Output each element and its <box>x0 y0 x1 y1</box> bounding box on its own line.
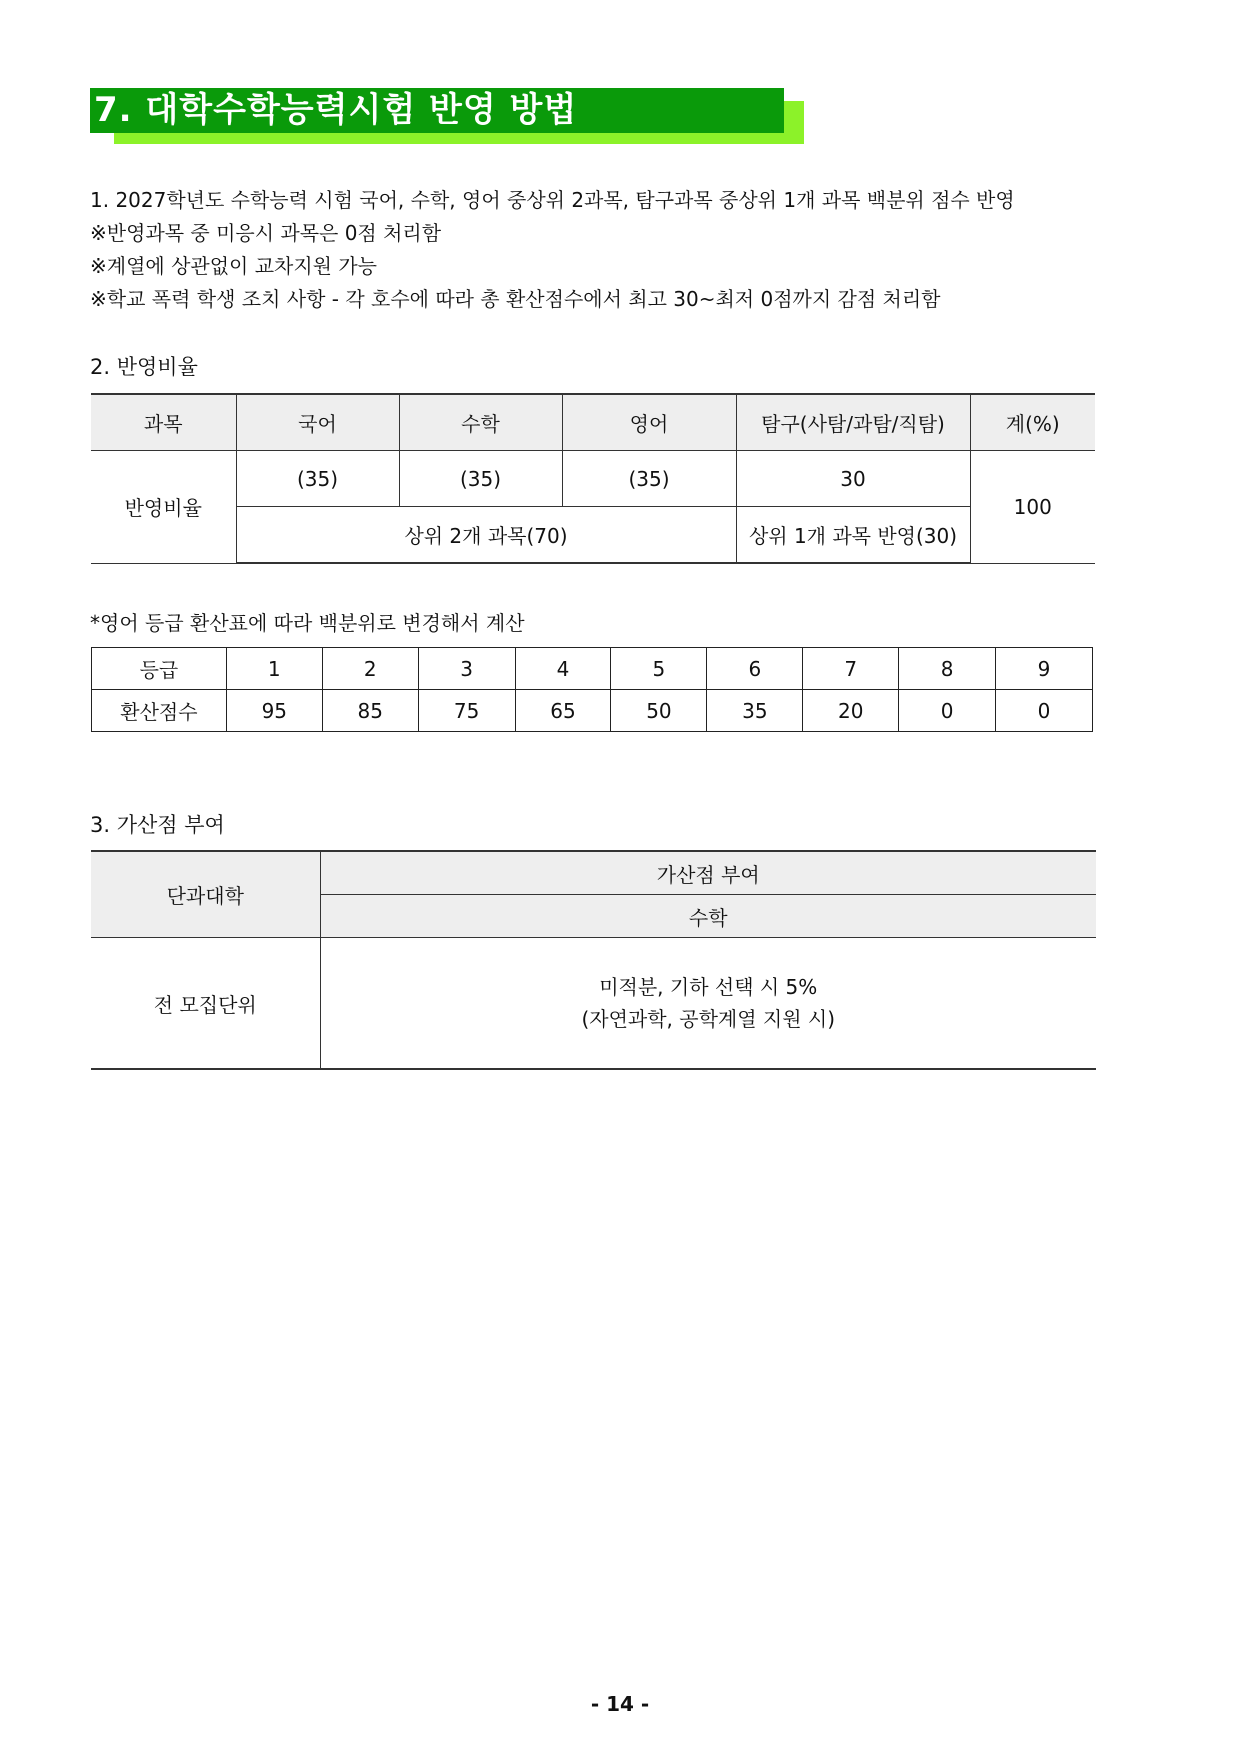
header-korean: 국어 <box>236 394 399 451</box>
note-cross-apply: ※계열에 상관없이 교차지원 가능 <box>90 254 377 278</box>
bonus-table <box>91 850 1096 1070</box>
item1-heading: 1. 2027학년도 수학능력 시험 국어, 수학, 영어 중상위 2과목, 탐구과목 중상위 1개 과목 백분위 점수 반영 <box>90 188 1015 212</box>
note-unattempted: ※반영과목 중 미응시 과목은 0점 처리함 <box>90 221 442 245</box>
item3-heading: 3. 가산점 부여 <box>90 813 225 837</box>
table-row <box>91 938 1096 1070</box>
header-english: 영어 <box>562 394 736 451</box>
table-row <box>91 507 1095 564</box>
bonus-eligibility: (자연과학, 공학계열 지원 시) <box>581 1007 836 1031</box>
page-number: - 14 - <box>590 1692 650 1716</box>
score-label: 환산점수 <box>92 690 227 732</box>
value-explore: 30 <box>736 451 970 507</box>
grade-cell: 4 <box>515 648 611 690</box>
value-english: (35) <box>562 451 736 507</box>
grade-cell: 5 <box>611 648 707 690</box>
header-college: 단과대학 <box>91 851 320 938</box>
header-bonus: 가산점 부여 <box>320 851 1096 895</box>
score-cell: 50 <box>611 690 707 732</box>
table-row <box>92 648 1093 690</box>
unit-all: 전 모집단위 <box>91 938 320 1070</box>
english-grade-table <box>91 647 1093 732</box>
grade-cell: 1 <box>226 648 322 690</box>
english-note: *영어 등급 환산표에 따라 백분위로 변경해서 계산 <box>90 611 525 635</box>
ratio-table <box>91 393 1095 564</box>
score-cell: 20 <box>803 690 899 732</box>
bonus-detail <box>320 938 1096 1070</box>
group-explore-subjects: 상위 1개 과목 반영(30) <box>736 507 970 564</box>
header-explore: 탐구(사탐/과탐/직탐) <box>736 394 970 451</box>
grade-cell: 6 <box>707 648 803 690</box>
table-row <box>92 690 1093 732</box>
section-title: 7. 대학수학능력시험 반영 방법 <box>90 88 784 133</box>
score-cell: 85 <box>322 690 418 732</box>
item2-heading: 2. 반영비율 <box>90 355 198 379</box>
table-row <box>91 394 1095 451</box>
table-row <box>91 851 1096 895</box>
score-cell: 0 <box>996 690 1093 732</box>
header-bonus-subject: 수학 <box>320 895 1096 938</box>
score-cell: 35 <box>707 690 803 732</box>
table-row <box>91 451 1095 507</box>
group-main-subjects: 상위 2개 과목(70) <box>236 507 736 564</box>
value-math: (35) <box>399 451 562 507</box>
header-math: 수학 <box>399 394 562 451</box>
grade-cell: 3 <box>418 648 515 690</box>
row-label-ratio: 반영비율 <box>91 451 236 564</box>
grade-cell: 7 <box>803 648 899 690</box>
score-cell: 95 <box>226 690 322 732</box>
header-subject: 과목 <box>91 394 236 451</box>
value-total: 100 <box>970 451 1095 564</box>
score-cell: 65 <box>515 690 611 732</box>
note-violence: ※학교 폭력 학생 조치 사항 - 각 호수에 따라 총 환산점수에서 최고 30~최저 0점까지 감점 처리함 <box>90 287 941 311</box>
grade-cell: 9 <box>996 648 1093 690</box>
section-title-banner <box>90 88 810 144</box>
grade-label: 등급 <box>92 648 227 690</box>
grade-cell: 8 <box>899 648 996 690</box>
score-cell: 75 <box>418 690 515 732</box>
grade-cell: 2 <box>322 648 418 690</box>
value-korean: (35) <box>236 451 399 507</box>
score-cell: 0 <box>899 690 996 732</box>
bonus-condition: 미적분, 기하 선택 시 5% <box>599 975 818 999</box>
header-total: 계(%) <box>970 394 1095 451</box>
